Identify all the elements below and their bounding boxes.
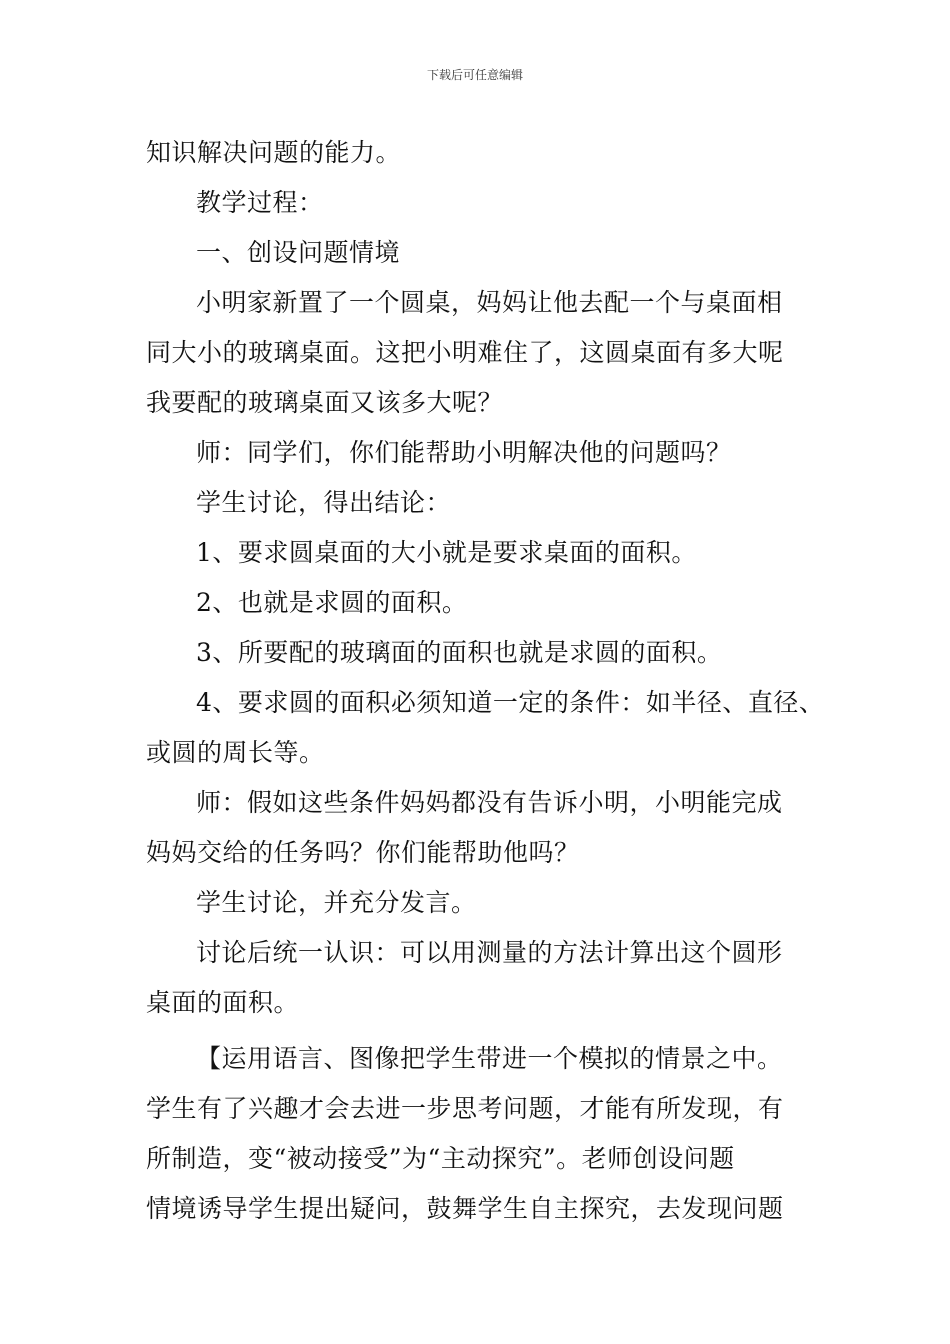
text-line: 同大小的玻璃桌面。这把小明难住了，这圆桌面有多大呢 xyxy=(146,338,784,367)
text-line: 小明家新置了一个圆桌，妈妈让他去配一个与桌面相 xyxy=(196,288,783,317)
list-item: 3、所要配的玻璃面的面积也就是求圆的面积。 xyxy=(196,638,723,667)
page-header: 下载后可任意编辑 xyxy=(426,68,523,82)
text-line: 妈妈交给的任务吗？你们能帮助他吗？ xyxy=(146,838,580,867)
text-line: 桌面的面积。 xyxy=(146,988,300,1017)
text-line: 我要配的玻璃桌面又该多大呢？ xyxy=(146,388,504,417)
section-heading: 一、创设问题情境 xyxy=(196,238,401,267)
text-line: 【运用语言、图像把学生带进一个模拟的情景之中。 xyxy=(196,1044,783,1073)
text-line: 知识解决问题的能力。 xyxy=(146,138,402,167)
text-line: 教学过程： xyxy=(196,188,324,217)
text-line: 师：假如这些条件妈妈都没有告诉小明，小明能完成 xyxy=(196,788,783,817)
list-item: 2、也就是求圆的面积。 xyxy=(196,588,468,617)
document-body xyxy=(146,128,836,1234)
text-line: 学生讨论，得出结论： xyxy=(196,488,452,517)
list-item: 1、要求圆桌面的大小就是要求桌面的面积。 xyxy=(196,538,697,567)
list-item: 4、要求圆的面积必须知道一定的条件：如半径、直径、 xyxy=(196,688,825,717)
text-line: 或圆的周长等。 xyxy=(146,738,325,767)
text-line: 学生有了兴趣才会去进一步思考问题，才能有所发现，有 xyxy=(146,1094,784,1123)
text-line: 学生讨论，并充分发言。 xyxy=(196,888,477,917)
text-line: 讨论后统一认识：可以用测量的方法计算出这个圆形 xyxy=(196,938,783,967)
text-line: 情境诱导学生提出疑问，鼓舞学生自主探究，去发现问题 xyxy=(146,1194,784,1223)
text-line: 师：同学们，你们能帮助小明解决他的问题吗？ xyxy=(196,438,732,467)
text-line: 所制造，变“被动接受”为“主动探究”。老师创设问题 xyxy=(146,1144,735,1173)
